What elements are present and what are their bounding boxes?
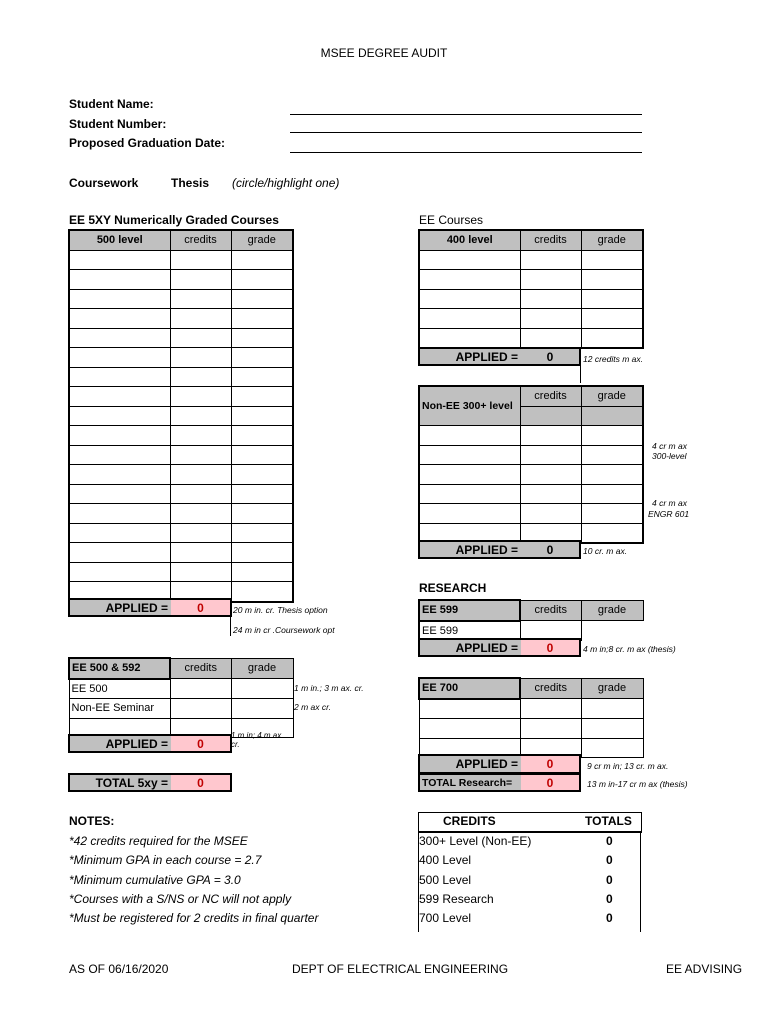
student-name-line[interactable] xyxy=(290,114,642,115)
ee400-header-credits: credits xyxy=(520,230,581,250)
ee-courses-heading: EE Courses xyxy=(419,213,484,227)
nonee-note-300-a: 4 cr m ax xyxy=(652,441,687,451)
ee599-header-credits: credits xyxy=(520,600,581,621)
ee700-applied-label: APPLIED = xyxy=(420,756,521,772)
ee500-applied-label: APPLIED = xyxy=(70,736,171,751)
table-row xyxy=(69,484,293,504)
ee400-header-grade: grade xyxy=(581,230,643,250)
grad-date-label: Proposed Graduation Date: xyxy=(69,136,226,150)
ee700-applied xyxy=(418,754,581,773)
table-row xyxy=(419,699,643,719)
totals-row-value: 0 xyxy=(606,892,613,906)
table-row xyxy=(419,465,643,485)
table-row xyxy=(419,270,643,290)
ee5xy-note-thesis: 20 m in. cr. Thesis option xyxy=(233,605,328,615)
total-5xy xyxy=(68,773,232,792)
ee400-applied xyxy=(418,347,581,366)
ee592-note: 2 m ax cr. xyxy=(294,702,331,712)
nonee-header-credits: credits xyxy=(520,386,581,406)
student-number-label: Student Number: xyxy=(69,117,167,131)
table-row xyxy=(419,289,643,309)
ee700-header-level: EE 700 xyxy=(419,678,520,699)
table-row xyxy=(69,699,293,719)
option-hint: (circle/highlight one) xyxy=(232,176,340,190)
ee599-header-grade: grade xyxy=(581,600,643,621)
table-row xyxy=(419,719,643,739)
totals-header xyxy=(418,812,642,833)
research-heading: RESEARCH xyxy=(419,581,487,595)
nonee-note-engr-b: ENGR 601 xyxy=(648,509,690,519)
nonee-note-engr-a: 4 cr m ax xyxy=(652,498,687,508)
ee599-applied-label: APPLIED = xyxy=(420,640,521,655)
totals-header-totals: TOTALS xyxy=(585,814,632,828)
ee500-header-credits: credits xyxy=(170,658,231,679)
ee599-table xyxy=(418,599,644,641)
ee5xy-heading: EE 5XY Numerically Graded Courses xyxy=(69,213,279,227)
table-row xyxy=(419,328,643,348)
option-thesis[interactable]: Thesis xyxy=(171,176,210,190)
ee5xy-header-credits: credits xyxy=(170,230,231,250)
nonee-applied-value: 0 xyxy=(521,542,579,557)
ee500-applied-value: 0 xyxy=(171,736,230,751)
ee599-applied-value: 0 xyxy=(521,640,579,655)
totals-row-label: 599 Research xyxy=(419,892,494,906)
note-item: *42 credits required for the MSEE xyxy=(69,834,248,848)
note-item: *Must be registered for 2 credits in final quarter xyxy=(69,911,319,925)
ee5xy-applied-label: APPLIED = xyxy=(70,600,171,615)
total-research-value: 0 xyxy=(521,775,579,790)
ee5xy-applied xyxy=(68,598,232,617)
ee599-applied xyxy=(418,638,581,657)
table-row xyxy=(69,270,293,290)
table-row xyxy=(69,504,293,524)
totals-row-value: 0 xyxy=(606,911,613,925)
ee5xy-applied-value: 0 xyxy=(171,600,230,615)
nonee-applied xyxy=(418,540,581,559)
totals-row-label: 700 Level xyxy=(419,911,472,925)
table-row xyxy=(69,387,293,407)
table-row xyxy=(69,406,293,426)
table-row xyxy=(69,445,293,465)
table-row xyxy=(419,250,643,270)
ee500-row-label: EE 500 xyxy=(69,679,170,699)
option-coursework[interactable]: Coursework xyxy=(69,176,139,190)
table-row xyxy=(69,679,293,699)
footer-dept: DEPT OF ELECTRICAL ENGINEERING xyxy=(292,962,509,976)
note-item: *Minimum cumulative GPA = 3.0 xyxy=(69,873,241,887)
ee500-header-grade: grade xyxy=(231,658,293,679)
table-row xyxy=(69,426,293,446)
table-row xyxy=(69,309,293,329)
ee5xy-table xyxy=(68,229,294,603)
ee5xy-header-level: 500 level xyxy=(69,230,170,250)
total-research-label: TOTAL Research= xyxy=(420,775,521,790)
table-row xyxy=(69,465,293,485)
ee400-note: 12 credits m ax. xyxy=(583,354,643,364)
table-row xyxy=(69,543,293,563)
divider xyxy=(580,366,581,383)
totals-row-label: 400 Level xyxy=(419,853,472,867)
totals-row-value: 0 xyxy=(606,834,613,848)
total-research-note: 13 m in-17 cr m ax (thesis) xyxy=(587,779,688,789)
ee5xy-note-coursework: 24 m in cr .Coursework opt xyxy=(233,625,335,635)
nonee-note-300-b: 300-level xyxy=(652,451,687,461)
ee700-applied-value: 0 xyxy=(521,756,579,772)
page-title: MSEE DEGREE AUDIT xyxy=(320,46,448,60)
table-row xyxy=(69,562,293,582)
ee599-row-label: EE 599 xyxy=(419,621,520,641)
note-item: *Minimum GPA in each course = 2.7 xyxy=(69,853,262,867)
nonee-applied-note: 10 cr. m ax. xyxy=(583,546,628,556)
table-row xyxy=(419,445,643,465)
table-row xyxy=(419,504,643,524)
table-row xyxy=(419,484,643,504)
nonee-header-grade: grade xyxy=(581,386,643,406)
table-row xyxy=(69,367,293,387)
footer-advising: EE ADVISING xyxy=(666,962,743,976)
totals-row-label: 500 Level xyxy=(419,873,472,887)
ee700-header-credits: credits xyxy=(520,678,581,699)
ee500-applied xyxy=(68,734,232,753)
student-name-label: Student Name: xyxy=(69,97,154,111)
ee599-header-level: EE 599 xyxy=(419,600,520,621)
ee500-applied-note-b: cr. xyxy=(231,740,240,749)
ee599-note: 4 m in;8 cr. m ax (thesis) xyxy=(583,644,676,654)
ee500-note: 1 m in.; 3 m ax. cr. xyxy=(294,683,364,693)
totals-header-credits: CREDITS xyxy=(443,814,496,828)
ee592-row-label: Non-EE Seminar xyxy=(69,699,170,719)
total-5xy-label: TOTAL 5xy = xyxy=(70,775,171,790)
table-row xyxy=(69,523,293,543)
table-row xyxy=(69,328,293,348)
ee5xy-header-grade: grade xyxy=(231,230,293,250)
notes-heading: NOTES: xyxy=(69,814,115,828)
total-research xyxy=(418,773,581,792)
ee500-applied-note-a: 1 m in; 4 m ax xyxy=(231,731,282,740)
table-row xyxy=(69,250,293,270)
table-row xyxy=(69,289,293,309)
grad-date-line[interactable] xyxy=(290,152,642,153)
ee400-applied-label: APPLIED = xyxy=(420,349,521,364)
nonee-header-level: Non-EE 300+ level xyxy=(419,386,520,426)
ee400-table xyxy=(418,229,644,349)
nonee-applied-label: APPLIED = xyxy=(420,542,521,557)
ee500-table xyxy=(68,657,294,738)
totals-row-label: 300+ Level (Non-EE) xyxy=(419,834,532,848)
totals-row-value: 0 xyxy=(606,873,613,887)
footer-date: AS OF 06/16/2020 xyxy=(69,962,169,976)
table-row xyxy=(69,348,293,368)
ee500-header-level: EE 500 & 592 xyxy=(69,658,170,679)
totals-row-value: 0 xyxy=(606,853,613,867)
ee700-header-grade: grade xyxy=(581,678,643,699)
student-number-line[interactable] xyxy=(290,132,642,133)
ee700-table xyxy=(418,677,644,758)
table-row xyxy=(419,309,643,329)
divider xyxy=(640,832,641,932)
ee400-header-level: 400 level xyxy=(419,230,520,250)
ee700-note: 9 cr m in; 13 cr. m ax. xyxy=(587,761,669,771)
note-item: *Courses with a S/NS or NC will not apply xyxy=(69,892,292,906)
divider xyxy=(230,616,231,636)
ee400-applied-value: 0 xyxy=(521,349,579,364)
total-5xy-value: 0 xyxy=(171,775,230,790)
table-row xyxy=(419,426,643,446)
nonee-table xyxy=(418,385,644,544)
